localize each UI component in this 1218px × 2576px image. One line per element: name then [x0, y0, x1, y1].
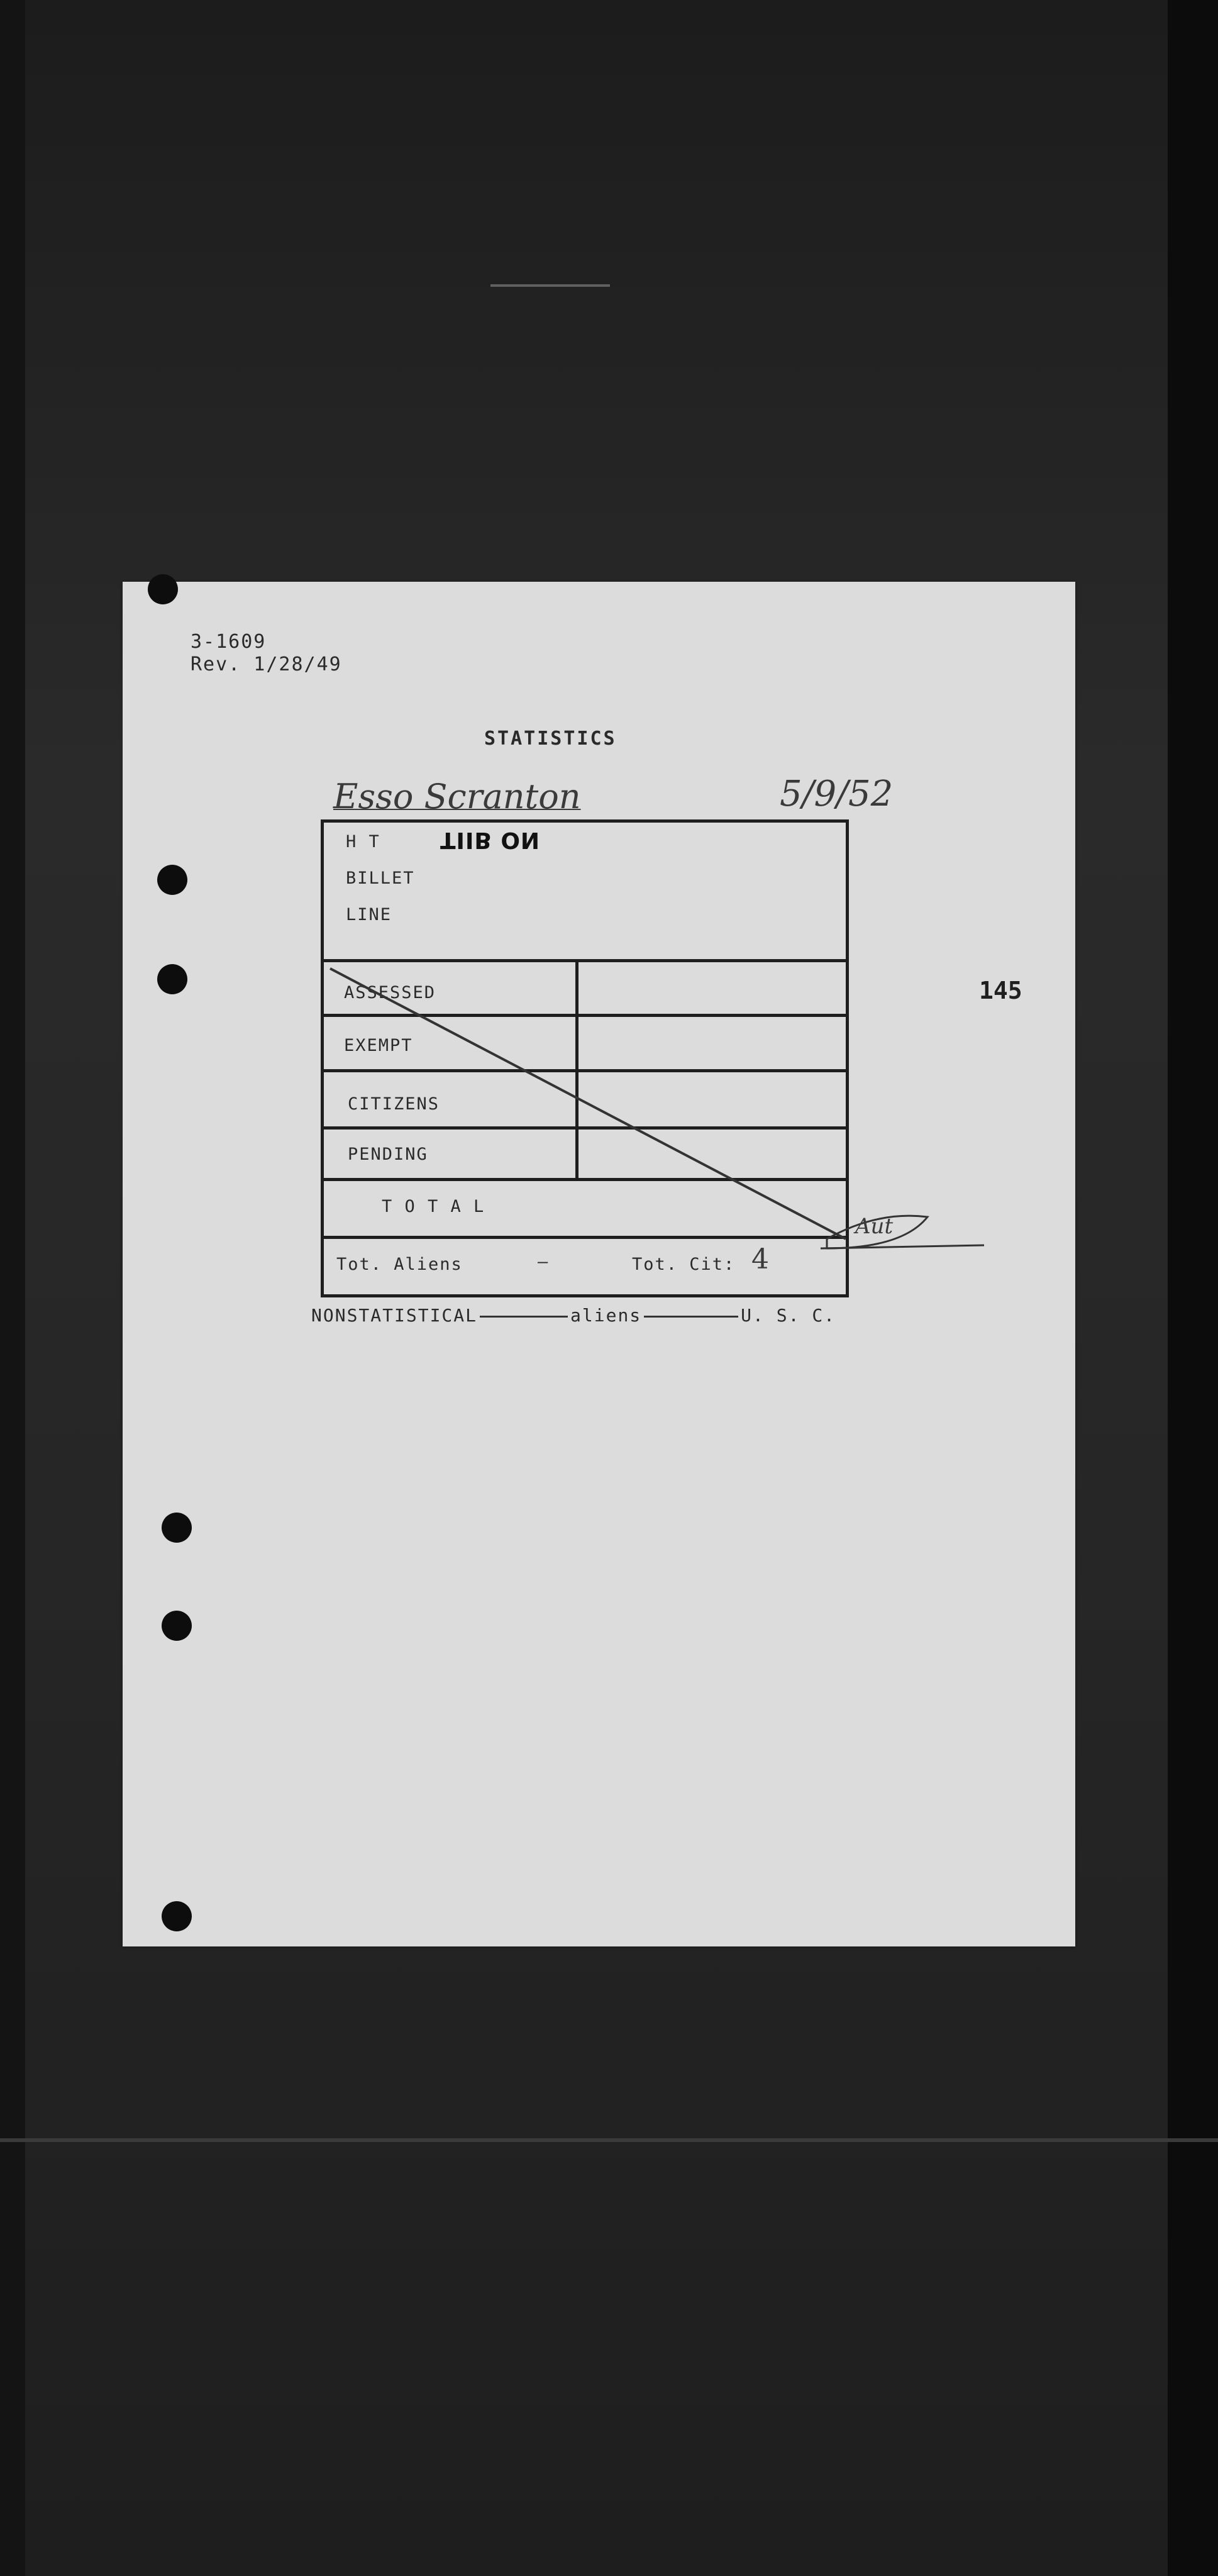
- tot-aliens-value: —: [538, 1252, 550, 1272]
- header-line-line: LINE: [346, 905, 392, 924]
- ship-name: Esso Scranton: [333, 777, 581, 816]
- blank-line: [644, 1316, 738, 1318]
- nonstatistical-label: NONSTATISTICAL: [311, 1305, 478, 1326]
- scan-artifact-line: [490, 284, 610, 287]
- form-revision: Rev. 1/28/49: [191, 653, 342, 675]
- signature-underline: [821, 1245, 984, 1248]
- nonstatistical-line: [311, 1305, 836, 1326]
- tot-cit-value: 4: [751, 1243, 769, 1275]
- punch-hole: [162, 1513, 192, 1543]
- cancellation-mark: [123, 582, 1075, 1336]
- page-title: STATISTICS: [484, 728, 617, 750]
- blank-line: [480, 1316, 568, 1318]
- nonstatistical-usc-label: U. S. C.: [741, 1305, 836, 1326]
- row-label-assessed: ASSESSED: [344, 983, 436, 1002]
- header-line-billet: BILLET: [346, 869, 415, 888]
- page-number: 145: [979, 977, 1022, 1004]
- punch-hole: [162, 1611, 192, 1641]
- row-label-exempt: EXEMPT: [344, 1036, 413, 1055]
- scan-artifact-band: [0, 2138, 1218, 2142]
- signature: Aut: [855, 1214, 894, 1239]
- scan-right-edge: [1168, 0, 1218, 2576]
- nonstatistical-aliens-label: aliens: [570, 1305, 642, 1326]
- tot-cit-label: Tot. Cit:: [632, 1255, 736, 1274]
- row-label-pending: PENDING: [348, 1145, 428, 1164]
- document-page: [123, 582, 1075, 1946]
- form-code: 3-1609: [191, 631, 267, 653]
- punch-hole: [162, 1901, 192, 1931]
- date: 5/9/52: [780, 774, 894, 814]
- tot-aliens-label: Tot. Aliens: [336, 1255, 463, 1274]
- stamp: TIIB ON: [440, 827, 541, 853]
- row-label-citizens: CITIZENS: [348, 1094, 440, 1114]
- header-line-ht: H T: [346, 832, 380, 852]
- diagonal-strike-line: [330, 969, 846, 1239]
- scan-left-edge: [0, 0, 25, 2576]
- total-label: T O T A L: [382, 1197, 485, 1216]
